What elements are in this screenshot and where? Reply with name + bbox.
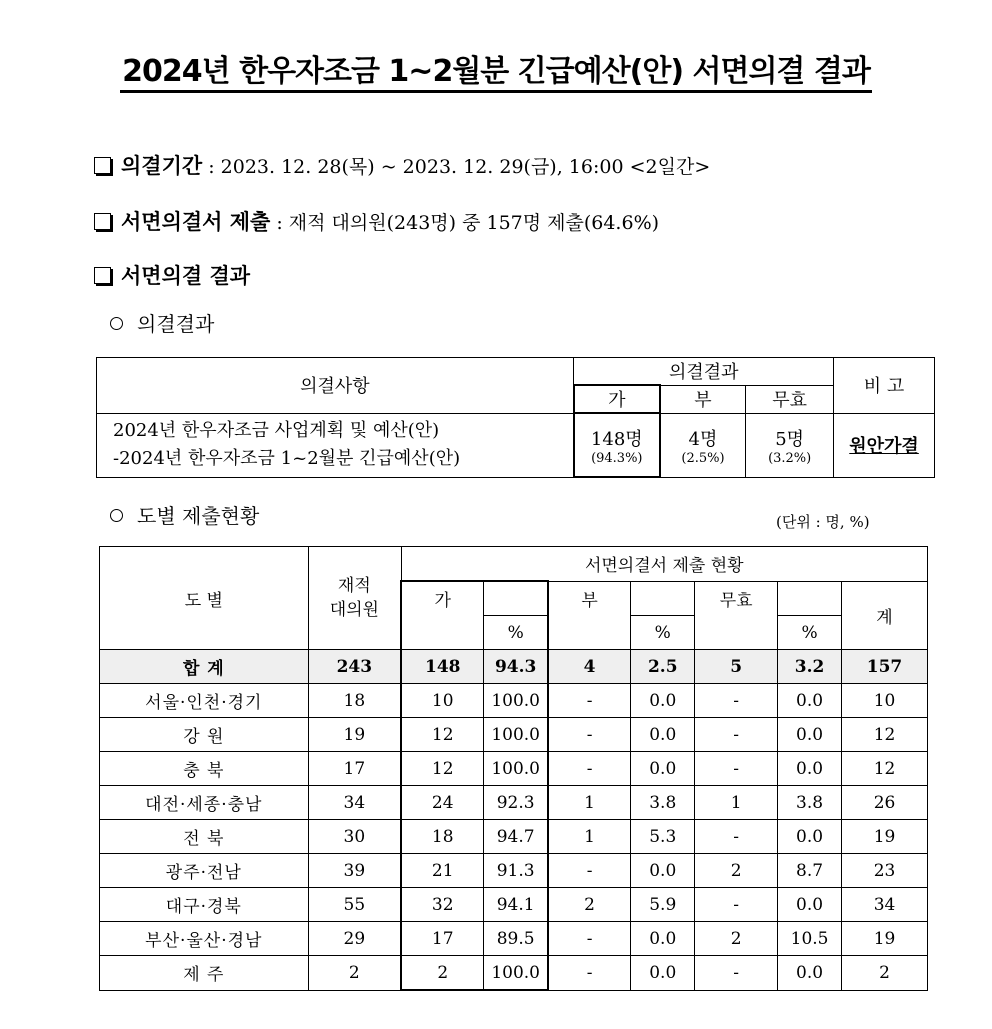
table-cell: 94.7	[484, 820, 548, 854]
header-no: 부	[548, 581, 631, 616]
checkbox-square-icon	[94, 267, 111, 284]
header-invalid: 무효	[746, 385, 834, 413]
header-invalid-blank	[778, 581, 842, 616]
table-cell: -	[548, 854, 631, 888]
table-cell: 4	[548, 650, 631, 684]
table-cell: 12	[401, 718, 484, 752]
table-cell: 157	[842, 650, 928, 684]
table-cell: 34	[842, 888, 928, 922]
table-cell: 서울·인천·경기	[100, 684, 309, 718]
table-cell: 0.0	[631, 752, 695, 786]
table-cell: 10	[401, 684, 484, 718]
table-cell: 광주·전남	[100, 854, 309, 888]
results-heading: 서면의결 결과	[121, 264, 251, 288]
yes-cell	[574, 413, 660, 477]
subheading-region	[110, 500, 259, 529]
table-cell: 39	[308, 854, 401, 888]
table-cell: -	[695, 684, 778, 718]
table-cell: 2	[695, 854, 778, 888]
table-row	[100, 684, 928, 718]
table-cell: 대전·세종·충남	[100, 786, 309, 820]
table-cell: 3.8	[631, 786, 695, 820]
table-row	[100, 956, 928, 991]
table-cell: 제 주	[100, 956, 309, 991]
invalid-count: 5명	[775, 428, 805, 450]
note-value: 원안가결	[849, 436, 919, 457]
table-cell: 3.8	[778, 786, 842, 820]
period-label: 의결기간	[121, 154, 203, 178]
table-cell: 5.9	[631, 888, 695, 922]
table-cell: 0.0	[778, 752, 842, 786]
table-cell: -	[548, 684, 631, 718]
subheading-vote	[110, 308, 214, 337]
header-yes: 가	[401, 581, 484, 616]
table-row	[100, 854, 928, 888]
table-cell: 100.0	[484, 718, 548, 752]
table-cell: 17	[401, 922, 484, 956]
table-cell: 24	[401, 786, 484, 820]
table-row	[100, 786, 928, 820]
table-cell: 10.5	[778, 922, 842, 956]
table-row	[100, 718, 928, 752]
region-table	[99, 546, 928, 991]
table-cell: 2	[401, 956, 484, 991]
vote-item-line2: -2024년 한우자조금 1~2월분 긴급예산(안)	[113, 448, 461, 469]
circle-bullet-icon	[110, 317, 123, 330]
table-cell: 19	[308, 718, 401, 752]
table-cell: 전 북	[100, 820, 309, 854]
submission-text: : 재적 대의원(243명) 중 157명 제출(64.6%)	[270, 212, 660, 234]
table-cell: 1	[548, 786, 631, 820]
table-cell: 12	[842, 718, 928, 752]
table-cell: 91.3	[484, 854, 548, 888]
vote-item-cell	[97, 413, 574, 477]
table-row	[100, 752, 928, 786]
table-cell: 1	[695, 786, 778, 820]
table-cell: 2	[548, 888, 631, 922]
header-invalid: 무효	[695, 581, 778, 616]
header-no-blank	[631, 581, 695, 616]
table-cell: 34	[308, 786, 401, 820]
table-cell: 17	[308, 752, 401, 786]
invalid-pct: (3.2%)	[768, 450, 812, 466]
table-cell: 19	[842, 820, 928, 854]
table-cell: 100.0	[484, 956, 548, 991]
table-cell: 8.7	[778, 854, 842, 888]
table-cell: 92.3	[484, 786, 548, 820]
period-text: : 2023. 12. 28(목) ~ 2023. 12. 29(금), 16:00 <2일간>	[202, 156, 711, 178]
table-cell: 148	[401, 650, 484, 684]
table-cell: 0.0	[778, 820, 842, 854]
table-cell: 2	[308, 956, 401, 991]
table-cell: 0.0	[631, 854, 695, 888]
table-cell: 89.5	[484, 922, 548, 956]
table-cell: 100.0	[484, 752, 548, 786]
checkbox-square-icon	[94, 157, 111, 174]
table-cell: 26	[842, 786, 928, 820]
table-cell: 부산·울산·경남	[100, 922, 309, 956]
table-cell: 30	[308, 820, 401, 854]
table-cell: 32	[401, 888, 484, 922]
table-row	[100, 820, 928, 854]
header-invalid-under	[695, 616, 778, 650]
header-region: 도 별	[100, 547, 309, 650]
subheading-vote-text: 의결결과	[137, 312, 215, 336]
table-cell: 2	[695, 922, 778, 956]
table-cell: 0.0	[631, 922, 695, 956]
yes-count: 148명	[590, 428, 643, 450]
table-cell: 0.0	[631, 718, 695, 752]
header-item: 의결사항	[97, 358, 574, 414]
region-rows	[100, 650, 928, 991]
table-cell: 12	[401, 752, 484, 786]
table-cell: 94.3	[484, 650, 548, 684]
table-cell: 충 북	[100, 752, 309, 786]
header-yes-pct: %	[484, 616, 548, 650]
no-cell	[660, 413, 746, 477]
table-cell: 23	[842, 854, 928, 888]
table-cell: -	[695, 752, 778, 786]
table-cell: 0.0	[778, 684, 842, 718]
no-pct: (2.5%)	[681, 450, 725, 466]
page-title	[0, 46, 992, 90]
table-cell: 0.0	[631, 684, 695, 718]
table-cell: 55	[308, 888, 401, 922]
table-cell: 강 원	[100, 718, 309, 752]
header-note: 비 고	[834, 358, 935, 414]
table-cell: -	[695, 888, 778, 922]
header-result: 의결결과	[574, 358, 834, 386]
table-cell: 0.0	[778, 718, 842, 752]
table-cell: 합 계	[100, 650, 309, 684]
table-cell: -	[695, 956, 778, 991]
table-cell: 5	[695, 650, 778, 684]
table-cell: 10	[842, 684, 928, 718]
submission-label: 서면의결서 제출	[121, 210, 271, 234]
table-cell: 29	[308, 922, 401, 956]
table-cell: 18	[401, 820, 484, 854]
table-cell: 2	[842, 956, 928, 991]
table-cell: 12	[842, 752, 928, 786]
circle-bullet-icon	[110, 509, 123, 522]
table-cell: 3.2	[778, 650, 842, 684]
table-cell: -	[548, 956, 631, 991]
table-cell: 0.0	[631, 956, 695, 991]
title-text: 2024년 한우자조금 1~2월분 긴급예산(안) 서면의결 결과	[120, 54, 872, 93]
header-members: 재적 대의원	[308, 547, 401, 650]
table-cell: 100.0	[484, 684, 548, 718]
period-line	[94, 150, 710, 180]
table-cell: 2.5	[631, 650, 695, 684]
yes-pct: (94.3%)	[591, 450, 643, 466]
table-cell: 94.1	[484, 888, 548, 922]
header-yes-blank	[484, 581, 548, 616]
header-invalid-pct: %	[778, 616, 842, 650]
header-no-under	[548, 616, 631, 650]
invalid-cell	[746, 413, 834, 477]
header-yes-under	[401, 616, 484, 650]
table-cell: 0.0	[778, 956, 842, 991]
header-yes: 가	[574, 385, 660, 413]
unit-note: (단위 : 명, %)	[776, 513, 870, 531]
table-cell: -	[695, 820, 778, 854]
header-status: 서면의결서 제출 현황	[401, 547, 927, 582]
header-no-pct: %	[631, 616, 695, 650]
table-row	[100, 922, 928, 956]
table-cell: 18	[308, 684, 401, 718]
header-no: 부	[660, 385, 746, 413]
submission-line	[94, 206, 659, 236]
checkbox-square-icon	[94, 213, 111, 230]
results-heading-line	[94, 260, 250, 290]
vote-item-line1: 2024년 한우자조금 사업계획 및 예산(안)	[113, 420, 440, 441]
table-cell: -	[548, 718, 631, 752]
table-cell: -	[548, 752, 631, 786]
table-cell: 19	[842, 922, 928, 956]
total-row	[100, 650, 928, 684]
table-cell: -	[548, 922, 631, 956]
table-row	[100, 888, 928, 922]
table-cell: 243	[308, 650, 401, 684]
subheading-region-text: 도별 제출현황	[137, 504, 260, 528]
no-count: 4명	[688, 428, 718, 450]
table-cell: 21	[401, 854, 484, 888]
vote-result-table	[96, 357, 935, 478]
table-cell: 0.0	[778, 888, 842, 922]
table-cell: 대구·경북	[100, 888, 309, 922]
table-cell: -	[695, 718, 778, 752]
note-cell	[834, 413, 935, 477]
table-cell: 1	[548, 820, 631, 854]
header-total: 계	[842, 581, 928, 650]
table-cell: 5.3	[631, 820, 695, 854]
